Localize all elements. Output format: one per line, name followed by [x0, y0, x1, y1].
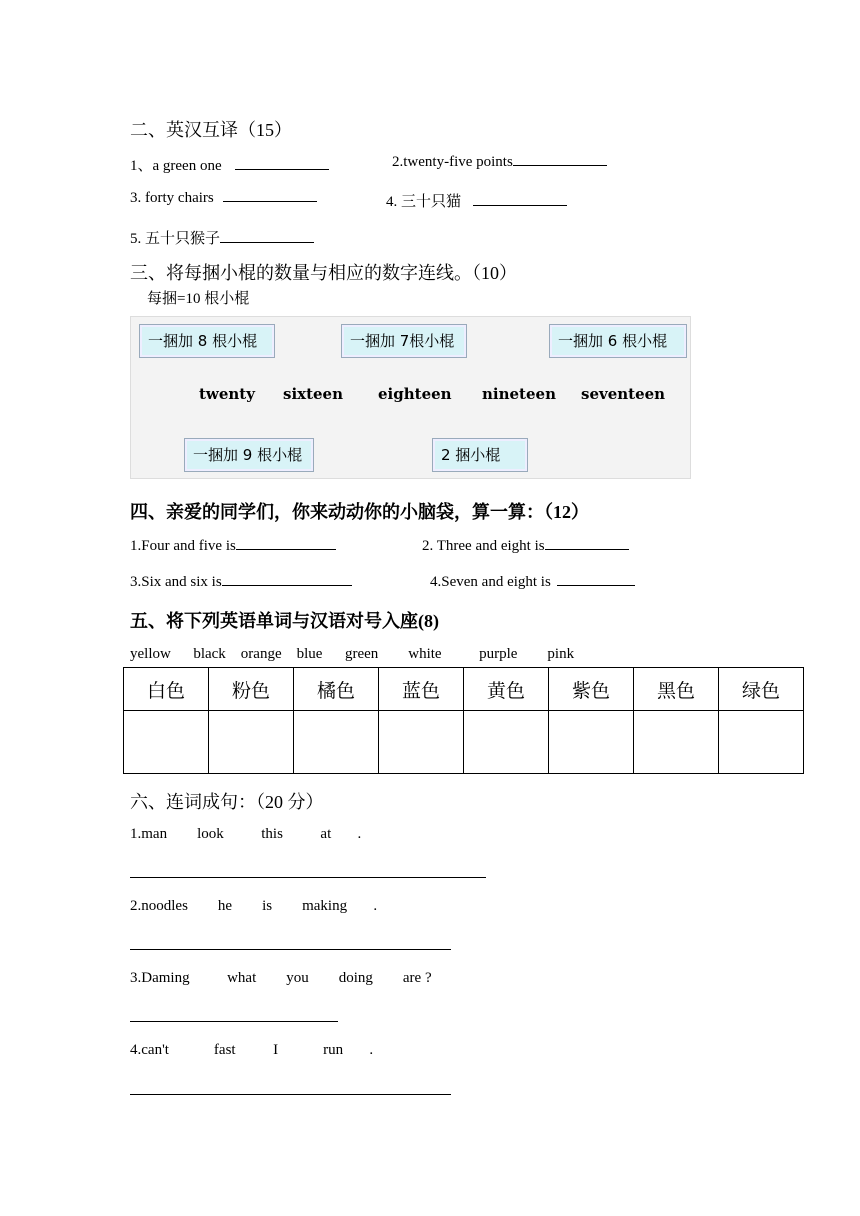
s2-q1-text: 1、a green one	[130, 158, 222, 174]
answer-blank[interactable]	[513, 164, 607, 166]
color-header: 紫色	[549, 668, 634, 711]
s6-q4-text: 4.can't fast I run .	[130, 1042, 374, 1058]
answer-line[interactable]	[130, 1021, 338, 1022]
color-header: 蓝色	[379, 668, 464, 711]
section3-title: 三、将每捆小棍的数量与相应的数字连线。（10）	[130, 263, 517, 283]
matching-image	[130, 316, 691, 479]
color-header: 黑色	[634, 668, 719, 711]
answer-line[interactable]	[130, 877, 486, 878]
answer-blank[interactable]	[236, 548, 336, 550]
stick-card[interactable]: 一捆加 6 根小棍	[549, 324, 687, 358]
s2-q4-text: 4. 三十只猫	[386, 194, 462, 210]
s6-q1-text: 1.man look this at .	[130, 826, 362, 842]
s2-q2-text: 2.twenty-five points	[392, 154, 513, 170]
stick-card[interactable]: 2 捆小棍	[432, 438, 528, 472]
s2-question-4	[386, 190, 567, 211]
s2-question-5	[130, 227, 314, 248]
stick-card[interactable]: 一捆加 8 根小棍	[139, 324, 275, 358]
answer-cell[interactable]	[634, 711, 719, 774]
s2-q5-text: 5. 五十只猴子	[130, 231, 221, 247]
color-matching-table	[123, 667, 804, 774]
answer-line[interactable]	[130, 1094, 451, 1095]
answer-cell[interactable]	[719, 711, 804, 774]
s4-question-1	[130, 538, 336, 555]
s6-q2-text: 2.noodles he is making .	[130, 898, 378, 914]
s6-q3-text: 3.Daming what you doing are ?	[130, 970, 432, 986]
answer-cell[interactable]	[124, 711, 209, 774]
answer-blank[interactable]	[545, 548, 629, 550]
s4-question-4	[430, 574, 635, 591]
color-header: 绿色	[719, 668, 804, 711]
s2-question-1	[130, 154, 329, 175]
section6-title: 六、连词成句：（20 分）	[130, 792, 324, 812]
number-word[interactable]: eighteen	[378, 385, 452, 403]
s4-question-3	[130, 574, 352, 591]
color-header: 黄色	[464, 668, 549, 711]
color-word-list: yellow black orange blue green white purple pink	[130, 646, 575, 662]
number-word[interactable]: nineteen	[482, 385, 556, 403]
section5-title: 五、将下列英语单词与汉语对号入座(8)	[130, 611, 439, 631]
stick-card[interactable]: 一捆加 9 根小棍	[184, 438, 314, 472]
answer-cell[interactable]	[209, 711, 294, 774]
s4-q1-text: 1.Four and five is	[130, 538, 236, 554]
answer-blank[interactable]	[220, 241, 314, 243]
answer-cell[interactable]	[379, 711, 464, 774]
number-word[interactable]: sixteen	[283, 385, 344, 403]
color-header: 粉色	[209, 668, 294, 711]
s4-q3-text: 3.Six and six is	[130, 574, 222, 590]
answer-line[interactable]	[130, 949, 451, 950]
section4-title: 四、亲爱的同学们，你来动动你的小脑袋，算一算：（12）	[130, 502, 589, 522]
s2-q3-text: 3. forty chairs	[130, 190, 214, 206]
answer-blank[interactable]	[473, 204, 567, 206]
s2-question-3	[130, 190, 317, 207]
answer-blank[interactable]	[223, 200, 317, 202]
answer-blank[interactable]	[557, 584, 635, 586]
s4-q4-text: 4.Seven and eight is	[430, 574, 551, 590]
s4-q2-text: 2. Three and eight is	[422, 538, 545, 554]
s2-question-2	[392, 154, 607, 171]
section3-note: 每捆=10 根小棍	[147, 291, 250, 307]
stick-card[interactable]: 一捆加 7根小棍	[341, 324, 467, 358]
answer-cell[interactable]	[294, 711, 379, 774]
answer-cell[interactable]	[549, 711, 634, 774]
color-header: 橘色	[294, 668, 379, 711]
section2-title: 二、英汉互译（15）	[130, 120, 292, 140]
color-header: 白色	[124, 668, 209, 711]
number-word[interactable]: seventeen	[581, 385, 666, 403]
answer-blank[interactable]	[222, 584, 352, 586]
answer-blank[interactable]	[235, 168, 329, 170]
answer-cell[interactable]	[464, 711, 549, 774]
number-word[interactable]: twenty	[199, 385, 255, 403]
s4-question-2	[422, 538, 629, 555]
